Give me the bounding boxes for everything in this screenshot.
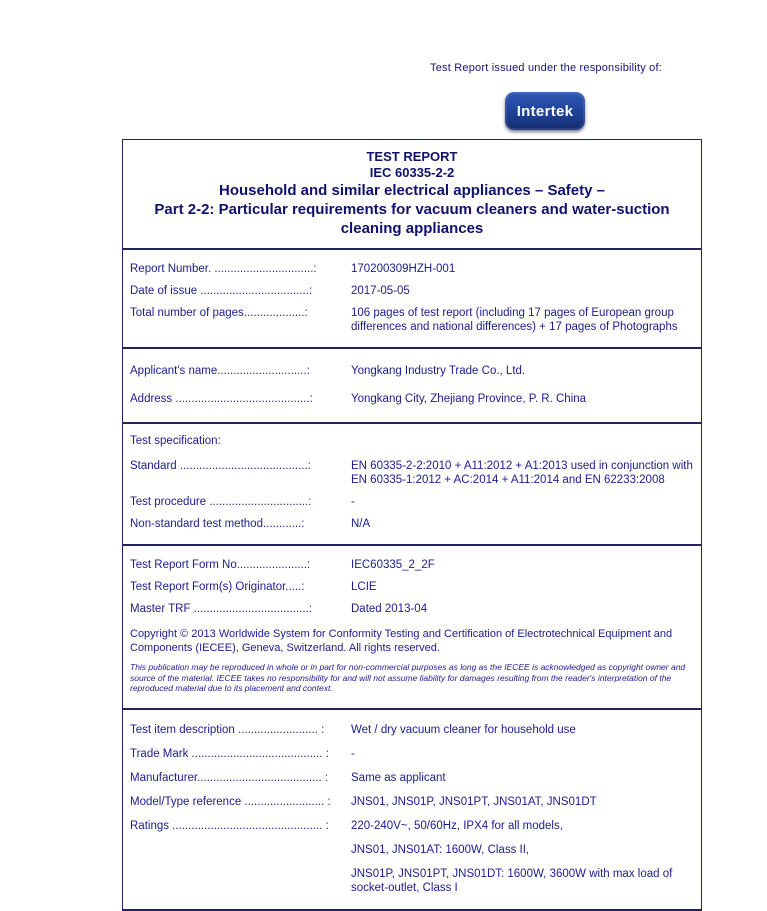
row-value: 170200309HZH-001 — [351, 263, 456, 275]
row-report-number — [123, 258, 701, 280]
row-value: 106 pages of test report (including 17 pages of European group differences and national differences) + 17 pages of Photographs — [351, 307, 678, 333]
row-test-item-description — [123, 718, 701, 742]
row-value: Yongkang Industry Trade Co., Ltd. — [351, 365, 526, 377]
section-test-item — [123, 708, 701, 909]
row-total-pages — [123, 302, 701, 338]
row-manufacturer — [123, 766, 701, 790]
row-label: Non-standard test method............: — [130, 518, 305, 530]
section-report-info — [123, 248, 701, 347]
row-label: Test procedure ...............................: — [130, 496, 312, 508]
row-label: Model/Type reference ......................... : — [130, 795, 331, 808]
row-value: 2017-05-05 — [351, 285, 410, 297]
row-model-type-reference — [123, 790, 701, 814]
row-form-originator — [123, 576, 701, 598]
row-test-procedure — [123, 491, 701, 513]
row-value: EN 60335-2-2:2010 + A11:2012 + A1:2013 used in conjunction with EN 60335-1:2012 + AC:2014 + A11:2014 and EN 62233:2008 — [351, 460, 693, 486]
report-table — [122, 139, 702, 911]
row-date-of-issue — [123, 280, 701, 302]
row-value: Dated 2013-04 — [351, 603, 428, 615]
issuer-line: Test Report issued under the responsibility of: — [430, 62, 662, 74]
row-label: Applicant's name............................: — [130, 365, 310, 377]
title-block — [123, 140, 701, 248]
test-specification-heading: Test specification: — [130, 435, 221, 447]
row-non-standard-method — [123, 513, 701, 535]
row-form-no — [123, 554, 701, 576]
row-value: Wet / dry vacuum cleaner for household use — [351, 723, 576, 736]
row-value: - — [351, 496, 355, 508]
row-label: Standard ........................................: — [130, 460, 311, 472]
row-ratings-continued-2 — [123, 862, 701, 900]
row-standard — [123, 455, 701, 491]
row-value: JNS01, JNS01AT: 1600W, Class II, — [351, 843, 530, 856]
row-label: Master TRF ....................................: — [130, 603, 312, 615]
row-label: Total number of pages...................: — [130, 307, 308, 319]
row-ratings — [123, 814, 701, 838]
row-label: Date of issue ..................................: — [130, 285, 313, 297]
row-label: Address ..........................................: — [130, 393, 313, 405]
row-applicant-name — [123, 357, 701, 385]
row-trade-mark — [123, 742, 701, 766]
row-value: LCIE — [351, 581, 377, 593]
row-value: Yongkang City, Zhejiang Province, P. R. China — [351, 393, 587, 405]
row-label: Ratings ............................................... : — [130, 819, 329, 832]
row-label: Test Report Form(s) Originator.....: — [130, 581, 305, 593]
section-form-info — [123, 544, 701, 708]
row-label: Test Report Form No......................: — [130, 559, 311, 571]
row-value: Same as applicant — [351, 771, 446, 784]
section-applicant — [123, 347, 701, 422]
reproduction-disclaimer: This publication may be reproduced in whole or in part for non-commercial purposes as long as the IECEE is acknowledged as copyright owner and source of the material. IECEE takes no responsibility for and will not assume liability for damages resulting from the reader's interpretation of the reproduced material due to its placement and context. — [130, 662, 686, 693]
row-value: JNS01P, JNS01PT, JNS01DT: 1600W, 3600W with max load of socket-outlet, Class I — [351, 867, 673, 894]
row-label: Trade Mark ......................................... : — [130, 747, 329, 760]
intertek-logo — [505, 92, 585, 130]
row-master-trf — [123, 598, 701, 620]
section-test-specification — [123, 422, 701, 544]
standard-part: Part 2-2: Particular requirements for vacuum cleaners and water-suction cleaning appliances — [154, 201, 670, 237]
report-title: TEST REPORT — [366, 149, 458, 164]
copyright-notice: Copyright © 2013 Worldwide System for Conformity Testing and Certification of Electrotechnical Equipment and Components (IECEE), Geneva, Switzerland. All rights reserved. — [130, 628, 673, 654]
intertek-logo-text: Intertek — [516, 102, 574, 120]
row-value: IEC60335_2_2F — [351, 559, 435, 571]
row-label: Test item description ......................... : — [130, 723, 325, 736]
standard-name: Household and similar electrical appliances – Safety – — [219, 182, 605, 199]
row-value: 220-240V~, 50/60Hz, IPX4 for all models, — [351, 819, 563, 832]
row-value: - — [351, 747, 355, 760]
row-address — [123, 385, 701, 413]
row-value: N/A — [351, 518, 371, 530]
row-label: Report Number. ...............................: — [130, 263, 317, 275]
row-label: Manufacturer....................................... : — [130, 771, 329, 784]
row-value: JNS01, JNS01P, JNS01PT, JNS01AT, JNS01DT — [351, 795, 597, 808]
row-ratings-continued — [123, 838, 701, 862]
standard-number: IEC 60335-2-2 — [369, 165, 455, 180]
